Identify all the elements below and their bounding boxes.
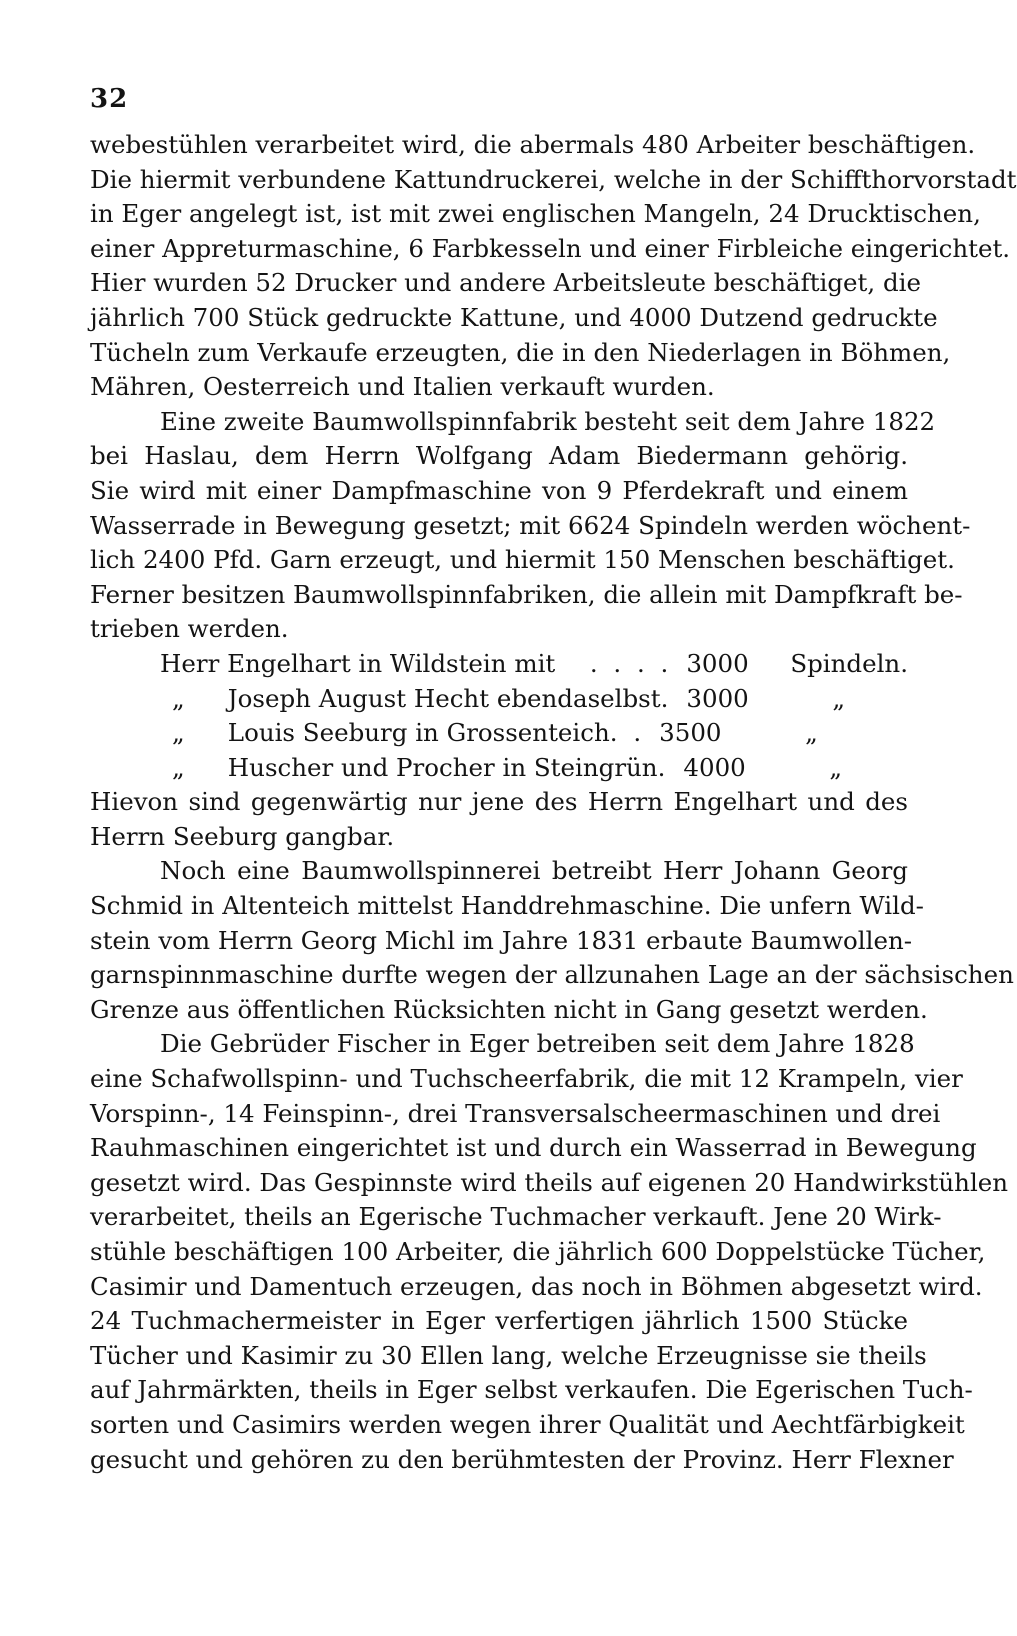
text-line: gesetzt wird. Das Gespinnste wird theils auf eigenen 20 Handwirkstühlen: [90, 1167, 1009, 1197]
text-block-after-table: [90, 785, 1014, 1477]
text-line: Sie wird mit einer Dampfmaschine von 9 Pferdekraft und einem: [90, 475, 908, 505]
text-line: Noch eine Baumwollspinnerei betreibt Herr Johann Georg: [160, 856, 908, 886]
table-entry-owner: Engelhart in Wildstein mit: [227, 648, 556, 678]
dot-leader: .: [660, 683, 673, 713]
table-row: [90, 751, 908, 786]
text-line: Hier wurden 52 Drucker und andere Arbeitsleute beschäftiget, die: [90, 268, 921, 298]
text-line: gesucht und gehören zu den berühmtesten der Provinz. Herr Flexner: [90, 1444, 954, 1474]
text-line: stühle beschäftigen 100 Arbeiter, die jährlich 600 Doppelstücke Tücher,: [90, 1237, 986, 1266]
text-line: Herrn Seeburg gangbar.: [90, 821, 395, 851]
table-row: [90, 647, 908, 682]
spindle-table: [90, 647, 908, 785]
text-line: Rauhmaschinen eingerichtet ist und durch ein Wasserrad in Bewegung: [90, 1133, 977, 1163]
table-entry-owner: Huscher und Procher in Steingrün: [227, 752, 658, 782]
text-line: Vorspinn-, 14 Feinspinn-, drei Transversalscheermaschinen und drei: [90, 1098, 941, 1128]
spindle-unit: „: [832, 683, 846, 713]
text-line: auf Jahrmärkten, theils in Eger selbst verkaufen. Die Egerischen Tuch-: [90, 1375, 973, 1405]
body-text: [90, 128, 1017, 1477]
text-line: webestühlen verarbeitet wird, die abermals 480 Arbeiter beschäftigen.: [90, 130, 976, 159]
dot-leader: . .: [609, 718, 646, 748]
text-line: Tücher und Kasimir zu 30 Ellen lang, welche Erzeugnisse sie theils: [90, 1340, 927, 1370]
table-entry-prefix: „: [172, 718, 185, 748]
page-number: 32: [90, 84, 129, 114]
text-line: lich 2400 Pfd. Garn erzeugt, und hiermit 150 Menschen beschäftiget.: [90, 545, 955, 575]
text-line: Die hiermit verbundene Kattundruckerei, welche in der Schiffthorvorstadt: [90, 164, 1017, 194]
text-line: verarbeitet, theils an Egerische Tuchmacher verkauft. Jene 20 Wirk-: [90, 1202, 942, 1232]
text-line: in Eger angelegt ist, ist mit zwei englischen Mangeln, 24 Drucktischen,: [90, 199, 981, 229]
text-line: trieben werden.: [90, 614, 289, 644]
table-entry-name: [90, 647, 555, 682]
text-line: Ferner besitzen Baumwollspinnfabriken, die allein mit Dampfkraft be-: [90, 579, 963, 609]
spindle-count: 3500: [659, 718, 722, 748]
text-line: jährlich 700 Stück gedruckte Kattune, und 4000 Dutzend gedruckte: [90, 302, 938, 332]
table-entry-owner: Louis Seeburg in Grossenteich: [227, 718, 610, 748]
text-line: bei Haslau, dem Herrn Wolfgang Adam Biedermann gehörig.: [90, 441, 908, 471]
spindle-count: 3000: [686, 648, 749, 678]
table-entry-prefix: „: [172, 752, 185, 782]
text-line: eine Schafwollspinn- und Tuchscheerfabrik, die mit 12 Krampeln, vier: [90, 1064, 963, 1094]
text-line: Hievon sind gegenwärtig nur jene des Herrn Engelhart und des: [90, 787, 908, 817]
table-row: [90, 716, 908, 751]
text-block-before-table: [90, 128, 1017, 647]
table-row: [90, 682, 908, 717]
spindle-unit: „: [805, 718, 818, 748]
text-line: garnspinnmaschine durfte wegen der allzunahen Lage an der sächsischen: [90, 960, 1014, 990]
table-entry-name: [90, 716, 610, 751]
table-entry-name: [90, 751, 658, 786]
spindle-count: 4000: [683, 752, 746, 782]
text-line: einer Appreturmaschine, 6 Farbkesseln und einer Firbleiche eingerichtet.: [90, 233, 1011, 263]
dot-leader: .: [657, 752, 670, 782]
text-line: Casimir und Damentuch erzeugen, das noch in Böhmen abgesetzt wird.: [90, 1271, 983, 1301]
spindle-count: 3000: [686, 683, 749, 713]
table-entry-owner: Joseph August Hecht ebendaselbst: [227, 683, 661, 713]
text-line: Schmid in Altenteich mittelst Handdrehmaschine. Die unfern Wild-: [90, 891, 924, 921]
text-line: Tücheln zum Verkaufe erzeugten, die in den Niederlagen in Böhmen,: [90, 337, 951, 367]
text-line: sorten und Casimirs werden wegen ihrer Qualität und Aechtfärbigkeit: [90, 1409, 965, 1439]
spindle-unit: Spindeln.: [790, 648, 908, 678]
text-line: Eine zweite Baumwollspinnfabrik besteht seit dem Jahre 1822: [160, 406, 936, 436]
text-line: Wasserrade in Bewegung gesetzt; mit 6624 Spindeln werden wöchent-: [90, 510, 971, 540]
dot-leader: . . . .: [589, 648, 673, 678]
spindle-unit: „: [829, 752, 843, 782]
text-line: 24 Tuchmachermeister in Eger verfertigen jährlich 1500 Stücke: [90, 1306, 908, 1336]
text-line: Die Gebrüder Fischer in Eger betreiben seit dem Jahre 1828: [160, 1029, 915, 1059]
text-line: Grenze aus öffentlichen Rücksichten nicht in Gang gesetzt werden.: [90, 994, 928, 1024]
text-line: Mähren, Oesterreich und Italien verkauft wurden.: [90, 372, 715, 402]
table-entry-name: [90, 682, 661, 717]
text-line: stein vom Herrn Georg Michl im Jahre 1831 erbaute Baumwollen-: [90, 925, 913, 955]
table-entry-prefix: „: [172, 683, 185, 713]
table-entry-prefix: Herr: [160, 648, 220, 678]
